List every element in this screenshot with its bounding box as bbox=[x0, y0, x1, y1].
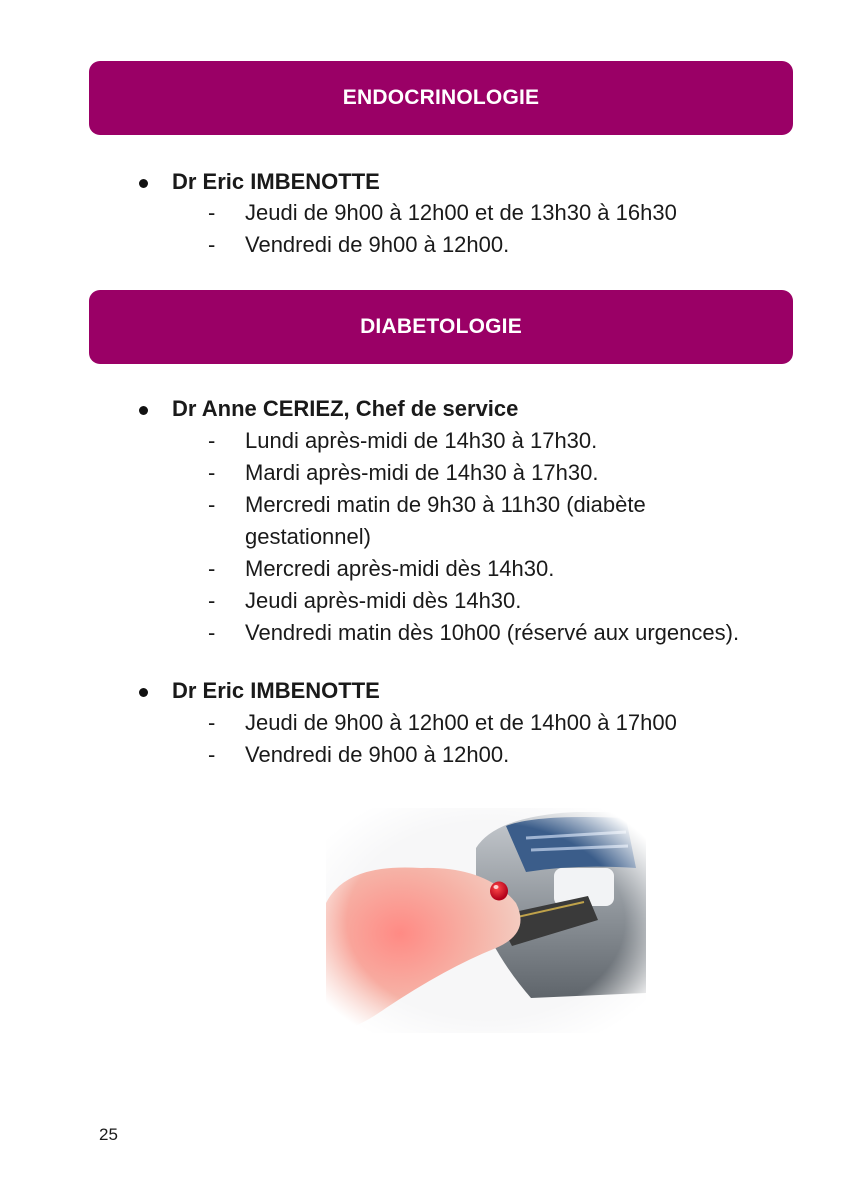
dash-icon: - bbox=[208, 492, 216, 517]
schedule-line: Mercredi matin de 9h30 à 11h30 (diabète bbox=[245, 492, 646, 517]
doctor-name: Dr Eric IMBENOTTE bbox=[172, 678, 380, 703]
section-banner-endocrinologie bbox=[89, 61, 793, 135]
dash-icon: - bbox=[208, 232, 216, 257]
bullet-icon bbox=[139, 406, 148, 415]
doctor-name: Dr Anne CERIEZ, Chef de service bbox=[172, 396, 519, 421]
dash-icon: - bbox=[208, 742, 216, 767]
bullet-icon bbox=[139, 688, 148, 697]
dash-icon: - bbox=[208, 460, 216, 485]
dash-icon: - bbox=[208, 710, 216, 735]
schedule-line: Mercredi après-midi dès 14h30. bbox=[245, 556, 555, 581]
schedule-line: Jeudi de 9h00 à 12h00 et de 13h30 à 16h30 bbox=[245, 200, 677, 225]
schedule-line: Vendredi matin dès 10h00 (réservé aux urgences). bbox=[245, 620, 740, 645]
bullet-icon bbox=[139, 179, 148, 188]
schedule-line: Mardi après-midi de 14h30 à 17h30. bbox=[245, 460, 599, 485]
schedule-line: Jeudi de 9h00 à 12h00 et de 14h00 à 17h00 bbox=[245, 710, 677, 735]
schedule-line: Lundi après-midi de 14h30 à 17h30. bbox=[245, 428, 598, 453]
dash-icon: - bbox=[208, 620, 216, 645]
doctor-name: Dr Eric IMBENOTTE bbox=[172, 169, 380, 194]
schedule-line: Vendredi de 9h00 à 12h00. bbox=[245, 232, 510, 257]
section-title: ENDOCRINOLOGIE bbox=[342, 86, 540, 109]
schedule-line-continuation: gestationnel) bbox=[245, 524, 371, 549]
dash-icon: - bbox=[208, 428, 216, 453]
page-number: 25 bbox=[99, 1125, 118, 1144]
section-title: DIABETOLOGIE bbox=[360, 315, 522, 338]
section-banner-diabetologie bbox=[89, 290, 793, 364]
dash-icon: - bbox=[208, 588, 216, 613]
dash-icon: - bbox=[208, 200, 216, 225]
glucose-test-photo bbox=[326, 808, 646, 1033]
dash-icon: - bbox=[208, 556, 216, 581]
schedule-line: Vendredi de 9h00 à 12h00. bbox=[245, 742, 510, 767]
schedule-line: Jeudi après-midi dès 14h30. bbox=[245, 588, 522, 613]
